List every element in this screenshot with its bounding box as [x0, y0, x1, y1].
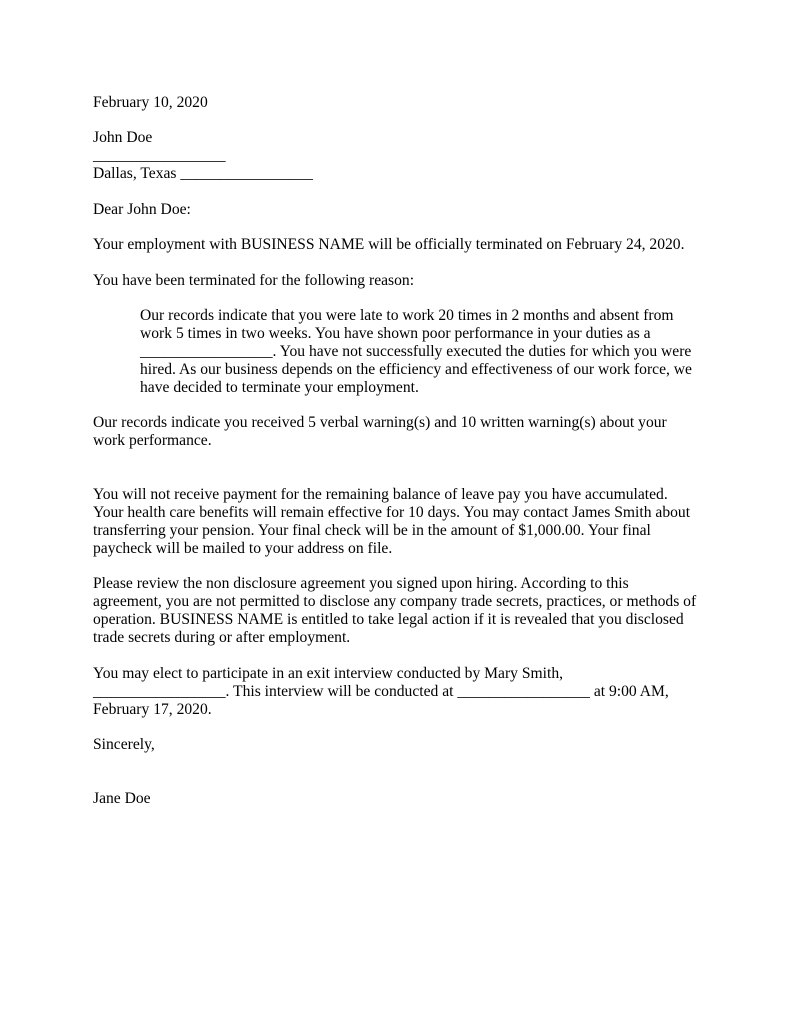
reason-line: work 5 times in two weeks. You have shown poor performance in your duties as a: [140, 325, 651, 342]
signer-name: Jane Doe: [93, 790, 151, 807]
recipient-name: John Doe: [93, 129, 153, 146]
reason-line: have decided to terminate your employment.: [140, 379, 419, 396]
interview-line: You may elect to participate in an exit interview conducted by Mary Smith,: [93, 665, 564, 682]
nda-line: Please review the non disclosure agreement you signed upon hiring. According to this: [93, 575, 629, 592]
closing: Sincerely,: [93, 736, 155, 753]
nda-line: trade secrets during or after employment.: [93, 629, 351, 646]
reason-line: Our records indicate that you were late to work 20 times in 2 months and absent from: [140, 307, 674, 324]
termination-paragraph: Your employment with BUSINESS NAME will be officially terminated on February 24, 2020.: [93, 236, 685, 253]
address-line-1: _________________: [93, 147, 226, 164]
nda-line: operation. BUSINESS NAME is entitled to take legal action if it is revealed that you disclosed: [93, 611, 684, 628]
pay-line: Your health care benefits will remain effective for 10 days. You may contact James Smith about: [93, 504, 691, 521]
reason-line: _________________. You have not successfully executed the duties for which you were: [140, 343, 692, 360]
nda-line: agreement, you are not permitted to disclose any company trade secrets, practices, or methods of: [93, 593, 697, 610]
letter-date: February 10, 2020: [93, 94, 208, 111]
address-line-2: Dallas, Texas _________________: [93, 165, 313, 182]
pay-line: paycheck will be mailed to your address on file.: [93, 540, 393, 557]
pay-line: transferring your pension. Your final check will be in the amount of $1,000.00. Your final: [93, 522, 651, 539]
pay-line: You will not receive payment for the remaining balance of leave pay you have accumulated.: [93, 486, 668, 503]
warnings-line: work performance.: [93, 432, 212, 449]
salutation: Dear John Doe:: [93, 201, 191, 218]
warnings-line: Our records indicate you received 5 verbal warning(s) and 10 written warning(s) about your: [93, 414, 667, 431]
reason-intro: You have been terminated for the following reason:: [93, 272, 415, 289]
interview-line: _________________. This interview will be conducted at _________________ at 9:00 AM,: [93, 683, 669, 700]
reason-line: hired. As our business depends on the efficiency and effectiveness of our work force, we: [140, 361, 692, 378]
interview-line: February 17, 2020.: [93, 701, 212, 718]
